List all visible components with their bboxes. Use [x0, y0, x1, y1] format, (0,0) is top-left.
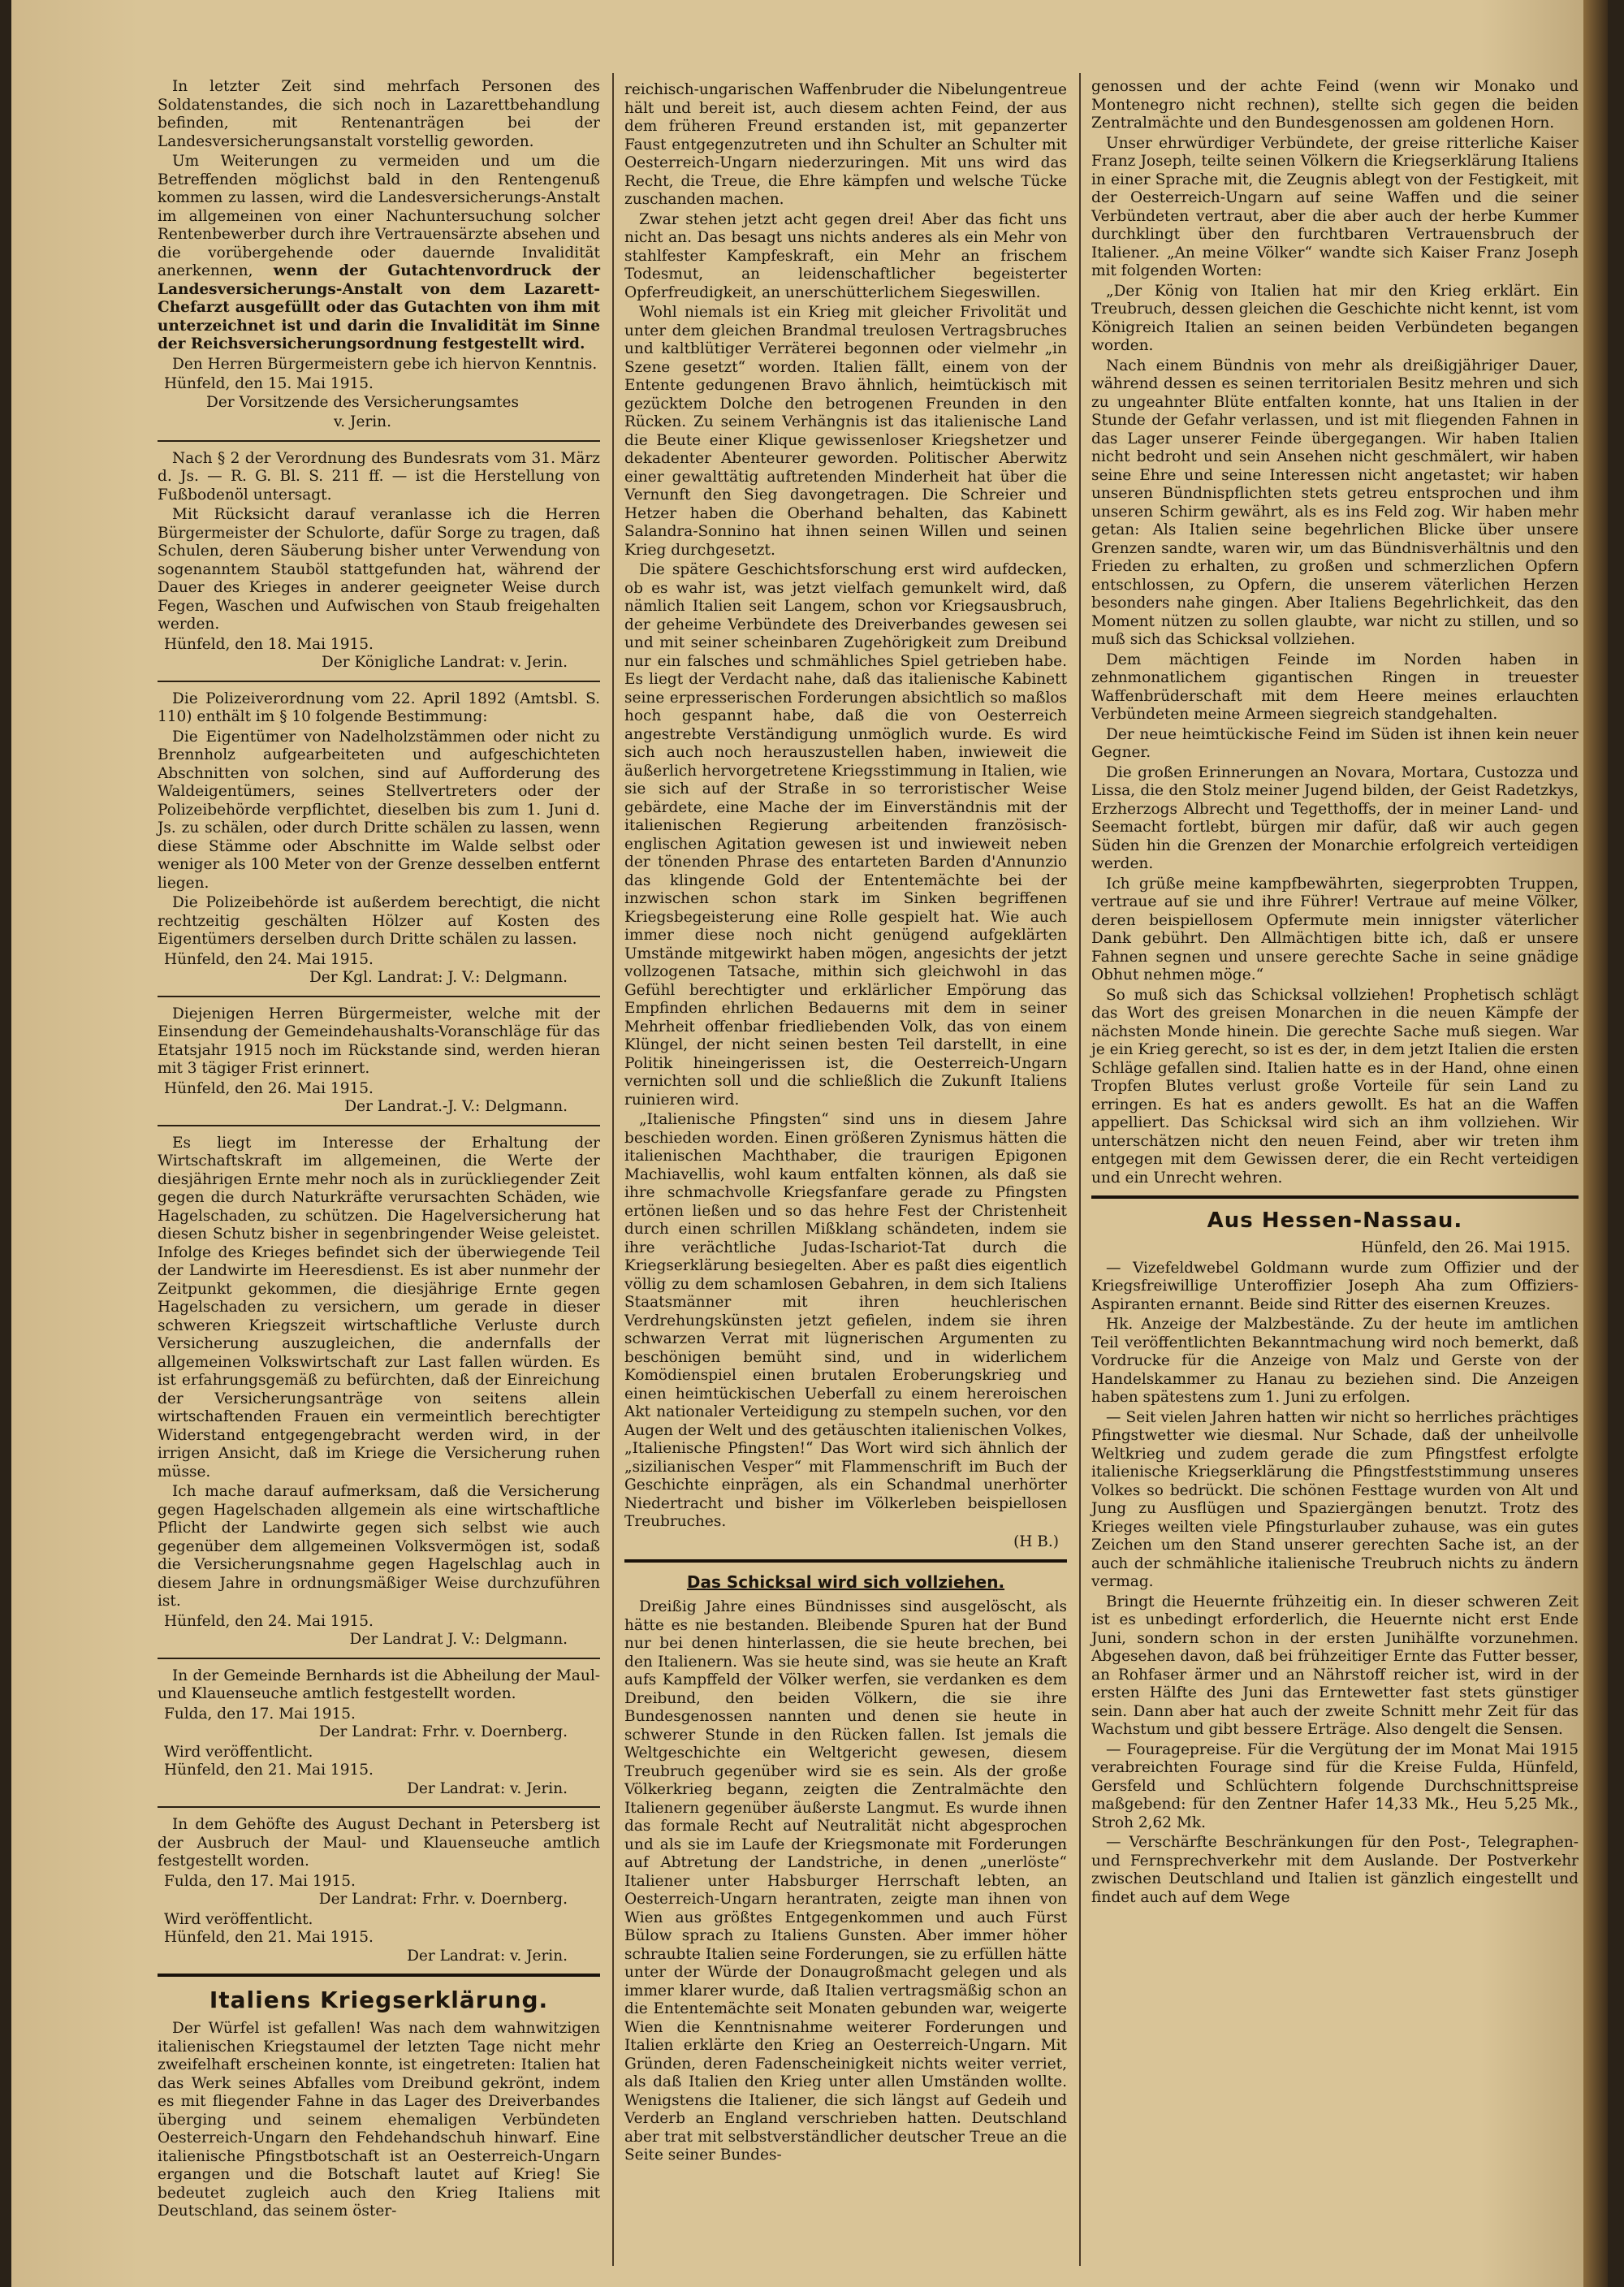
notice-timber-peeling: Die Polizeiverordnung vom 22. April 1892 (Amtsbl. S. 110) enthält im § 10 folgende Bestimmung: Die Eigentümer von Nadelholzstämmen oder nicht zu Brennholz aufgearbeiteten und aufgeschichteten Abschnitten von solchen, sind auf Aufforderung des Waldeigentümers, seines Stellvertreters oder der Polizeibehörde verpflichtet, dieselben bis zum 1. Juni d. Js. zu schälen, oder durch Dritte schälen zu lassen, wenn diese Stämme oder Abschnitte im Walde selbst oder weniger als 100 Meter von der Grenze desselben entfernt liegen. Die Polizeibehörde ist außerdem berechtigt, die nicht rechtzeitig geschälten Hölzer auf Kosten des Eigentümers derselben durch Dritte schälen zu lassen. Hünfeld, den 24. Mai 1915. Der Kgl. Landrat: J. V.: Delgmann.	[158, 690, 600, 986]
column-3: genossen und der achte Feind (wenn wir Monako und Montenegro nicht rechnen), stellte sich gegen die beiden Zentralmächte und den Bundesgenossen am goldenen Horn. Unser ehrwürdiger Verbündete, der greise ritterliche Kaiser Franz Joseph, teilte seinen Völkern die Kriegserklärung Italiens in einer Sprache mit, die Zeugnis ablegt von der Festigkeit, mit der Oesterreich-Ungarn auf seine Waffen und die seiner Verbündeten vertraut, aber die aber auch der herbe Kummer durchklingt über den furchtbaren Vertrauensbruch der Italiener. „An meine Völker“ wandte sich Kaiser Franz Joseph mit folgenden Worten: „Der König von Italien hat mir den Krieg erklärt. Ein Treubruch, dessen gleichen die Geschichte nicht kennt, ist vom Königreich Italien an seinen beiden Verbündeten begangen worden. Nach einem Bündnis von mehr als dreißigjähriger Dauer, während dessen es seinen territorialen Besitz mehren und sich zu ungeahnter Blüte entfalten konnte, hat uns Italien in der Stunde der Gefahr verlassen, und ist mit fliegenden Fahnen in das Lager unserer Feinde übergegangen. Wir haben Italien nicht bedroht und sein Ansehen nicht geschmälert, wir haben seine Ehre und seine Interessen nicht angetastet; wir haben unseren Bündnispflichten stets getreu entsprochen und ihm unseren Schirm gewährt, als es ins Feld zog. Wir haben mehr getan: Als Italien seine begehrlichen Blicke über unsere Grenzen sandte, waren wir, um das Bündnisverhältnis und den Frieden zu erhalten, zu großen und schmerzlichen Opfern entschlossen, zu Opfern, die unserem väterlichen Herzen besonders nahe gingen. Aber Italiens Begehrlichkeit, das den Moment nützen zu sollen glaubte, war nicht zu stillen, und so muß sich das Schicksal vollziehen. Dem mächtigen Feinde im Norden haben in zehnmonatlichem gigantischen Ringen in treuester Waffenbrüderschaft mit dem Heere meines erlauchten Verbündeten meine Armeen siegreich standgehalten. Der neue heimtückische Feind im Süden ist ihnen kein neuer Gegner. Die großen Erinnerungen an Novara, Mortara, Custozza und Lissa, die den Stolz meiner Jugend bilden, der Geist Radetzkys, Erzherzogs Albrecht und Tegetthoffs, der in meiner Land- und Seemacht fortlebt, bürgen mir dafür, daß wir auch gegen Süden hin die Grenzen der Monarchie erfolgreich verteidigen werden. Ich grüße meine kampfbewährten, siegerprobten Truppen, vertraue auf sie und ihre Führer! Vertraue auf meine Völker, deren beispiellosem Opfermute mein innigster väterlicher Dank gebührt. Den Allmächtigen bitte ich, daß er unsere Fahnen segnen und unsere gerechte Sache in seine gnädige Obhut nehmen möge.“ So muß sich das Schicksal vollziehen! Prophetisch schlägt das Wort des greisen Monarchen in die neuen Kämpfe der nächsten Monde hinein. Die gerechte Sache muß siegen. War je ein Krieg gerecht, so ist es der, in dem jetzt Italien die ersten Schläge gefallen sind. Italien hatte es in der Hand, ohne einen Tropfen Blutes verlust große Vorteile für sein Land zu erringen. Es hat es anders gewollt. Es hat an die Waffen appelliert. Das Schicksal wird sich an ihm vollziehen. Wir unterschätzen nicht den neuen Feind, aber wir treten ihm entgegen mit dem Gewissen derer, die ein Recht verteidigen und ein Unrecht wehren. Aus Hessen-Nassau. Hünfeld, den 26. Mai 1915. — Vizefeldwebel Goldmann wurde zum Offizier und der Kriegsfreiwillige Unteroffizier Joseph Aha zum Offiziers-Aspiranten ernannt. Beide sind Ritter des eisernen Kreuzes. Hk. Anzeige der Malzbestände. Zu der heute im amtlichen Teil veröffentlichten Bekanntmachung wird noch bemerkt, daß Vordrucke für die Anzeige von Malz und Gerste von der Handelskammer zu Hanau zu beziehen sind. Die Anzeigen haben spätestens zum 1. Juni zu erfolgen. — Seit vielen Jahren hatten wir nicht so herrliches prächtiges Pfingstwetter wie diesmal. Nur Schade, daß der unheilvolle Weltkrieg und zudem gerade die zum Pfingstfest erfolgte italienische Kriegserklärung die Pfingstfeststimmung unseres Volkes so bedrückt. Die schönen Festtage wurden von Alt und Jung zu Ausflügen und Spaziergängen benutzt. Trotz des Krieges weilten viele Pfingsturlauber zuhause, was ein gutes Zeichen um den Stand unserer gerechten Sache ist, an der auch der schmähliche italienische Treubruch nichts zu ändern vermag. Bringt die Heuernte frühzeitig ein. In dieser schweren Zeit ist es unbedingt erforderlich, die Heuernte nicht erst Ende Juni, sondern schon in der ersten Junihälfte vorzunehmen. Abgesehen davon, daß bei frühzeitiger Ernte das Futter besser, an Rohfaser ärmer und an Nährstoff reicher ist, wird in der ersten Hälfte des Juni das Erntewetter fast stets günstiger sein. Dann aber hat auch der zweite Schnitt mehr Zeit für das Wachstum und gibt bessere Erträge. Also dengelt die Sensen. — Fouragepreise. Für die Vergütung der im Monat Mai 1915 verabreichten Fourage sind für die Kreise Fulda, Hünfeld, Gersfeld und Schlüchtern folgende Durchschnittspreise maßgebend: für den Zentner Hafer 14,33 Mk., Heu 5,25 Mk., Stroh 2,62 Mk. — Verschärfte Beschränkungen für den Post-, Telegraphen- und Fernsprechverkehr mit dem Auslande. Der Postverkehr zwischen Deutschland und Italien ist gänzlich eingestellt und findet auch auf dem Wege	[1091, 78, 1579, 1906]
notice-budget-reminder: Diejenigen Herren Bürgermeister, welche mit der Einsendung der Gemeindehaushalts-Voranschläge für das Etatsjahr 1915 noch im Rückstande sind, werden hieran mit 3 tägiger Frist erinnert. Hünfeld, den 26. Mai 1915. Der Landrat.-J. V.: Delgmann.	[158, 1005, 600, 1115]
notice-foot-mouth-petersberg: In dem Gehöfte des August Dechant in Petersberg ist der Ausbruch der Maul- und Klauenseuche amtlich festgestellt worden. Fulda, den 17. Mai 1915. Der Landrat: Frhr. v. Doernberg. Wird veröffentlicht. Hünfeld, den 21. Mai 1915. Der Landrat: v. Jerin.	[158, 1816, 600, 1965]
section-divider	[624, 1559, 1067, 1563]
divider	[158, 440, 600, 442]
divider	[158, 1806, 600, 1808]
headline-italy-war: Italiens Kriegserklärung.	[209, 1987, 549, 2013]
local-dateline: Hünfeld, den 26. Mai 1915.	[1361, 1239, 1570, 1256]
article-signoff: (H B.)	[1013, 1533, 1059, 1550]
notice-floor-oil: Nach § 2 der Verordnung des Bundesrats vom 31. März d. Js. — R. G. Bl. S. 211 ff. — ist die Herstellung von Fußbodenöl untersagt. Mit Rücksicht darauf veranlasse ich die Herren Bürgermeister der Schulorte, dafür Sorge zu tragen, daß Schulen, deren Säuberung bisher unter Verwendung von sogenanntem Stauböl stattgefunden hat, während der Dauer des Krieges in anderer geeigneter Weise durch Fegen, Waschen und Aufwischen von Staub freigehalten werden. Hünfeld, den 18. Mai 1915. Der Königliche Landrat: v. Jerin.	[158, 449, 600, 671]
notice-foot-mouth-bernhards: In der Gemeinde Bernhards ist die Abheilung der Maul- und Klauenseuche amtlich festgestellt worden. Fulda, den 17. Mai 1915. Der Landrat: Frhr. v. Doernberg. Wird veröffentlicht. Hünfeld, den 21. Mai 1915. Der Landrat: v. Jerin.	[158, 1667, 600, 1797]
divider	[158, 681, 600, 682]
notice-hail-insurance: Es liegt im Interesse der Erhaltung der Wirtschaftskraft im allgemeinen, die Werte der diesjährigen Ernte mehr noch als in zurückliegender Zeit gegen die durch Naturkräfte verursachten Schäden, wie Hagelschaden, zu schützen. Die Hagelversicherung hat diesen Schutz bisher in segenbringender Weise geleistet. Infolge des Krieges befindet sich der überwiegende Teil der Landwirte im Heeresdienst. Es ist aber nunmehr der Zeitpunkt gekommen, die diesjährige Ernte gegen Hagelschaden zu versichern, um gerade in dieser schweren Kriegszeit wirtschaftliche Verluste durch Versicherung auszugleichen, die andernfalls der allgemeinen Volkswirtschaft zur Last fallen würden. Es ist erfahrungsgemäß zu befürchten, daß der Einreichung der Versicherungsanträge von seitens allein wirtschaftenden Frauen ein vermeintlich berechtigter Widerstand entgegengebracht werden wird, in der irrigen Ansicht, daß im Kriege die Versicherung ruhen müsse. Ich mache darauf aufmerksam, daß die Versicherung gegen Hagelschaden allgemein als eine wirtschaftliche Pflicht der Landwirte gegen sich selbst wie auch gegenüber dem allgemeinen Volksvermögen ist, sodaß die Versicherungsnahme gegen Hagelschlag auch in diesem Jahre in ordnungsmäßiger Weise durchzuführen ist. Hünfeld, den 24. Mai 1915. Der Landrat J. V.: Delgmann.	[158, 1134, 600, 1648]
column-rule-1	[612, 73, 614, 2266]
page-edge	[1583, 0, 1608, 2287]
section-divider	[158, 1974, 600, 1977]
subheadline-fate: Das Schicksal wird sich vollziehen.	[686, 1572, 1005, 1592]
notice-pension-claims: In letzter Zeit sind mehrfach Personen des Soldatenstandes, die sich noch in Lazarettbehandlung befinden, mit Rentenanträgen bei der Landesversicherungsanstalt vorstellig geworden. Um Weiterungen zu vermeiden und um die Betreffenden möglichst bald in den Rentengenuß kommen zu lassen, wird die Landesversicherungs-Anstalt im allgemeinen von einer Nachuntersuchung solcher Rentenbewerber durch ihre Vertrauensärzte absehen und die vorübergehende oder dauernde Invalidität anerkennen, wenn der Gutachtenvordruck der Landesversicherungs-Anstalt von dem Lazarett-Chefarzt ausgefüllt oder das Gutachten von ihm mit unterzeichnet ist und darin die Invalidität im Sinne der Reichsversicherungsordnung festgestellt wird. Den Herren Bürgermeistern gebe ich hiervon Kenntnis. Hünfeld, den 15. Mai 1915. Der Vorsitzende des Versicherungsamtes v. Jerin.	[158, 78, 600, 430]
newspaper-page	[11, 0, 1608, 2287]
emperor-quote: „Der König von Italien hat mir den Krieg erklärt. Ein Treubruch, dessen gleichen die Geschichte nicht kennt, ist vom Königreich Italien an seinen beiden Verbündeten begangen worden.	[1091, 282, 1579, 354]
divider	[158, 1125, 600, 1126]
section-divider	[1091, 1195, 1579, 1199]
divider	[158, 996, 600, 997]
divider	[158, 1658, 600, 1659]
column-2: reichisch-ungarischen Waffenbruder die Nibelungentreue hält und bereit ist, auch diesem achten Feind, der aus dem früheren Freund erstanden ist, mit gepanzerter Faust entgegenzutreten und ihn Schulter an Schulter mit Oesterreich-Ungarn niederzuringen. Mit uns wird das Recht, die Treue, die Ehre kämpfen und welsche Tücke zuschanden machen. Zwar stehen jetzt acht gegen drei! Aber das ficht uns nicht an. Das besagt uns nichts anderes als ein Mehr von stahlfester Kampfeskraft, ein Mehr an frischem Todesmut, an leidenschaftlicher begeisterter Opferfreudigkeit, an unerschütterlichem Siegeswillen. Wohl niemals ist ein Krieg mit gleicher Frivolität und unter dem gleichen Brandmal treulosen Vertragsbruches und kaltblütiger Verräterei begonnen oder vielmehr „in Szene gesetzt“ worden. Italien fällt, einem von der Entente gedungenen Bravo ähnlich, heimtückisch mit gezücktem Dolche den betrogenen Freunden in den Rücken. Zu seinem Verhängnis ist das italienische Land die Beute einer Klique gewissenloser Kriegshetzer und dekadenter Abenteurer geworden. Politischer Aberwitz einer gewalttätig auftretenden Minderheit hat über die Vernunft den Sieg davongetragen. Die Schreier und Hetzer haben die Oberhand behalten, das Kabinett Salandra-Sonnino hat ihnen seinen Willen und seinen Krieg durchgesetzt. Die spätere Geschichtsforschung erst wird aufdecken, ob es wahr ist, was jetzt vielfach gemunkelt wird, daß nämlich Italien seit Langem, schon vor Kriegsausbruch, der geheime Verbündete des Dreiverbandes gewesen sei und mit seiner scheinbaren Zugehörigkeit zum Dreibund nur ein falsches und schmähliches Spiel getrieben habe. Es liegt der Verdacht nahe, daß das italienische Kabinett seine erpresserischen Forderungen absichtlich so maßlos hoch gespannt habe, daß die von Oesterreich angestrebte Verständigung unmöglich wurde. Es wird sich auch noch herauszustellen haben, inwieweit die äußerlich hervorgetretene Kriegsstimmung in Italien, wie sie sich auf der Straße in so terroristischer Weise gebärdete, eine Mache der im Einverständnis mit der italienischen Regierung arbeitenden französisch-englischen Agitation gewesen ist und inwieweit neben der tönenden Phrase des entarteten Barden d'Annunzio das klingende Gold der Ententemächte bei der inzwischen schon stark im Sinken begriffenen Kriegsbegeisterung eine Rolle gespielt hat. Wie auch immer diese noch nicht genügend aufgeklärten Umstände mitgewirkt haben mögen, angesichts der jetzt vollzogenen Tatsache, mithin sich gleichwohl in das Gefühl berechtigter und erklärlicher Empörung das Empfinden ehrlichen Bedauerns mit dem in seiner Mehrheit offenbar friedliebenden Volk, das von einem Klüngel, der nicht seinen besten Teil darstellt, in eine Politik hineingerissen ist, die Oesterreich-Ungarn vernichten soll und die schließlich die Zukunft Italiens ruinieren wird. „Italienische Pfingsten“ sind uns in diesem Jahre beschieden worden. Einen größeren Zynismus hätten die italienischen Machthaber, die traurigen Epigonen Machiavellis, wohl kaum entfalten können, als daß sie ihre schmachvolle Kriegsfanfare gerade zu Pfingsten ertönen ließen und so das hehre Fest der Christenheit durch einen schrillen Mißklang schändeten, indem sie ihre verächtliche Judas-Ischariot-Tat durch die Kriegserklärung besiegelten. Aber es paßt dies eigentlich völlig zu dem schamlosen Gebahren, in dem sich Italiens Staatsmänner mit ihren heuchlerischen Verdrehungskünsten jetzt gefielen, indem sie ihren schwarzen Verrat mit lügnerischen Argumenten zu beschönigen bemüht sind, und in widerlichem Komödienspiel einen brutalen Eroberungskrieg und einen heimtückischen Ueberfall zu einem hereroischen Akt nationaler Verteidigung zu stempeln suchen, vor den Augen der Welt und des getäuschten italienischen Volkes, „Italienische Pfingsten!“ Das Wort wird sich ähnlich der „sizilianischen Vesper“ mit Flammenschrift im Buch der Geschichte einprägen, als ein Schandmal unerhörter Niedertracht und bisher im Völkerleben beispiellosen Treubruches. (H B.) Das Schicksal wird sich vollziehen. Dreißig Jahre eines Bündnisses sind ausgelöscht, als hätte es nie bestanden. Bleibende Spuren hat der Bund nur bei denen hinterlassen, die sie heute brechen, bei den Italienern. Was sie heute sind, was sie heute an Kraft aufs Kampffeld der Völker werfen, sie verdanken es dem Dreibund, den beiden Völkern, die sie ihre Bundesgenossen nannten und denen sie heute in schwerer Stunde in den Rücken fallen. Ist jemals die Weltgeschichte ein Weltgericht gewesen, diesem Treubruch gegenüber wird sie es sein. Als der große Völkerkrieg begann, zeigten die Zentralmächte den Italienern gegenüber äußerste Langmut. Es wurde ihnen das formale Recht auf Neutralität nicht abgesprochen und als sie im Laufe der Kriegsmonate mit Forderungen auf Abtretung der Landstriche, in denen „unerlöste“ Italiener unter Habsburger Herrschaft lebten, an Oesterreich-Ungarn herantraten, zeigte man ihnen von Wien aus größtes Entgegenkommen und auch Fürst Bülow sprach zu Italiens Gunsten. Aber immer höher schraubte Italien seine Forderungen, sie zu erfüllen hätte unter der Würde der Donaugroßmacht gelegen und als immer klarer wurde, daß Italien vertragsmäßig schon an die Ententemächte seit Monaten gebunden war, weigerte Wien die Kenntnisnahme weiterer Forderungen und Italien erklärte den Krieg an Oesterreich-Ungarn. Mit Gründen, deren Fadenscheinigkeit nichts weiter verriet, als daß Italien den Krieg unter allen Umständen wollte. Wenigstens die Italiener, die sich längst auf Gedeih und Verderb an England verschrieben hatten. Deutschland aber trat mit selbstverständlicher deutscher Treue an die Seite seiner Bundes-	[624, 81, 1067, 2164]
article-paragraph: Der Würfel ist gefallen! Was nach dem wahnwitzigen italienischen Kriegstaumel der letzten Tage nicht mehr zweifelhaft erscheinen konnte, ist eingetreten: Italien hat das Werk seines Abfalles vom Dreibund gekrönt, indem es mit fliegender Fahne in das Lager des Dreiverbandes überging und seinem ehemaligen Verbündeten Oesterreich-Ungarn den Fehdehandschuh hinwarf. Eine italienische Pfingstbotschaft ist an Oesterreich-Ungarn ergangen und die Botschaft lautet auf Krieg! Sie bedeutet zugleich auch den Krieg Italiens mit Deutschland, das seinem öster-	[158, 2020, 600, 2220]
column-rule-2	[1079, 73, 1081, 2266]
section-title-hessen-nassau: Aus Hessen-Nassau.	[1207, 1208, 1463, 1233]
column-1	[158, 78, 600, 2223]
